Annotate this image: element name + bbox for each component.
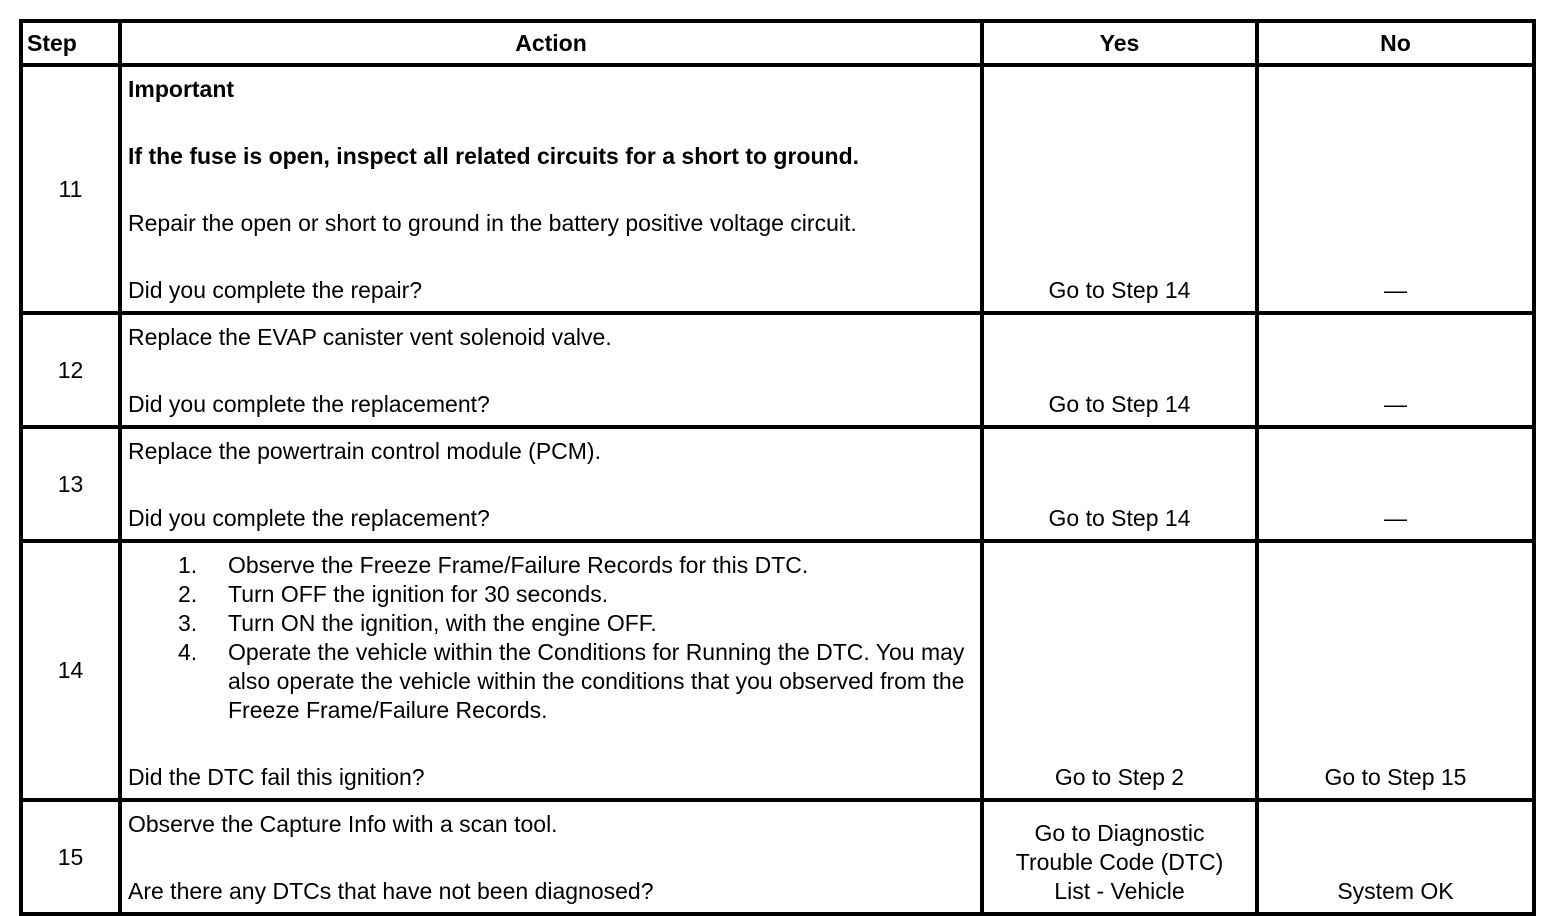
action-cell [120,427,982,541]
yes-line: List - Vehicle [1054,878,1185,904]
list-item [128,551,976,580]
procedure-list [128,551,976,725]
header-action: Action [120,21,982,65]
table-row [21,541,1534,800]
no-cell: — [1257,313,1534,427]
yes-cell: Go to Step 14 [982,427,1257,541]
no-cell: — [1257,427,1534,541]
question-text: Did you complete the replacement? [128,505,490,531]
list-number: 1. [178,552,198,578]
yes-cell [982,800,1257,914]
question-text: Are there any DTCs that have not been diagnosed? [128,878,654,904]
list-text: Turn ON the ignition, with the engine OFF. [228,610,657,636]
important-text: If the fuse is open, inspect all related circuits for a short to ground. [128,143,860,169]
step-number: 13 [21,427,120,541]
diagnostic-table [19,19,1536,916]
yes-cell: Go to Step 2 [982,541,1257,800]
header-yes: Yes [982,21,1257,65]
table-row [21,800,1534,914]
question-text: Did you complete the replacement? [128,391,490,417]
yes-cell: Go to Step 14 [982,65,1257,313]
question-text: Did you complete the repair? [128,277,423,303]
header-row [21,21,1534,65]
list-number: 4. [178,639,198,665]
header-no: No [1257,21,1534,65]
yes-cell: Go to Step 14 [982,313,1257,427]
list-number: 3. [178,610,198,636]
instruction-text: Observe the Capture Info with a scan tool. [128,811,558,837]
action-cell [120,313,982,427]
step-number: 15 [21,800,120,914]
list-text: Observe the Freeze Frame/Failure Records for this DTC. [228,552,809,578]
yes-line: Trouble Code (DTC) [1015,849,1224,875]
list-item [128,638,976,725]
list-text: Turn OFF the ignition for 30 seconds. [228,581,609,607]
list-item [128,580,976,609]
list-number: 2. [178,581,198,607]
step-number: 11 [21,65,120,313]
no-cell: System OK [1257,800,1534,914]
table-row [21,313,1534,427]
instruction-text: Repair the open or short to ground in the battery positive voltage circuit. [128,210,857,236]
instruction-text: Replace the EVAP canister vent solenoid valve. [128,324,612,350]
header-step: Step [21,21,120,65]
list-item [128,609,976,638]
no-cell: Go to Step 15 [1257,541,1534,800]
step-number: 12 [21,313,120,427]
step-number: 14 [21,541,120,800]
action-cell [120,65,982,313]
important-label: Important [128,76,235,102]
action-cell [120,541,982,800]
no-cell: — [1257,65,1534,313]
table-row [21,65,1534,313]
yes-line: Go to Diagnostic [1034,820,1205,846]
instruction-text: Replace the powertrain control module (PCM). [128,438,601,464]
table-row [21,427,1534,541]
action-cell [120,800,982,914]
question-text: Did the DTC fail this ignition? [128,764,425,790]
list-text: Operate the vehicle within the Conditions for Running the DTC. You may also operate the vehicle within the conditions that you observed from the Freeze Frame/Failure Records. [228,639,965,723]
